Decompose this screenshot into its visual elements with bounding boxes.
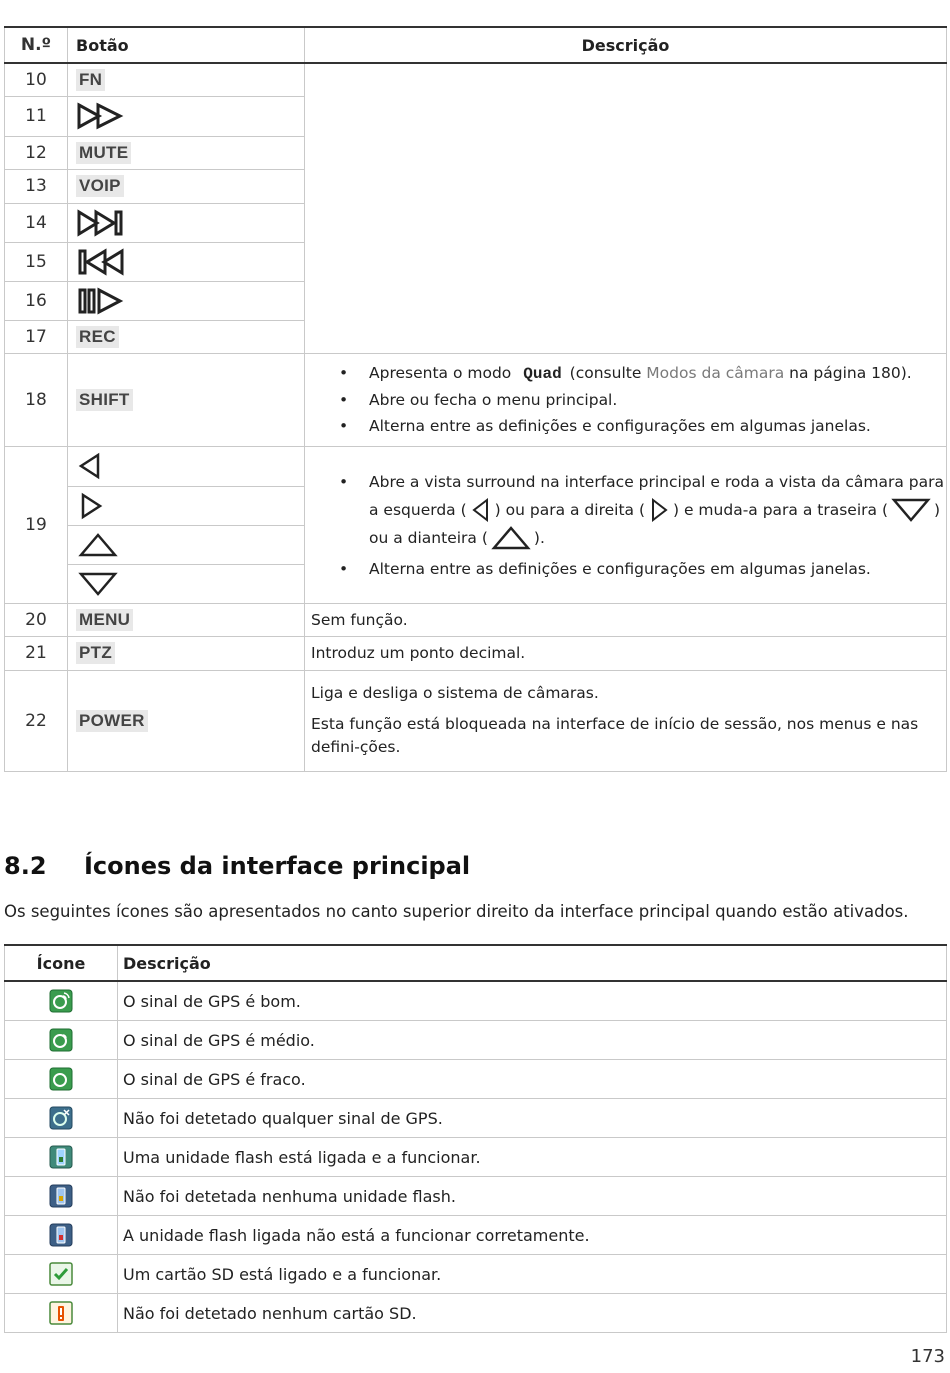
text: Apresenta o modo — [369, 364, 512, 382]
icon-description: Não foi detetada nenhuma unidade flash. — [118, 1177, 947, 1216]
header-icon: Ícone — [5, 945, 118, 981]
button-cell — [68, 320, 305, 353]
table-row — [5, 1099, 947, 1138]
table-row — [5, 1255, 947, 1294]
empty-description-cell — [305, 63, 947, 353]
right-arrow-icon — [68, 486, 305, 525]
table-row — [5, 1060, 947, 1099]
button-cell — [68, 670, 305, 771]
bullet-list — [311, 468, 946, 582]
bullet-list — [311, 360, 946, 439]
description-cell — [305, 670, 947, 771]
header-num: N.º — [5, 27, 68, 63]
button-label: VOIP — [76, 175, 124, 197]
icons-table — [4, 944, 947, 1333]
button-label: PTZ — [76, 642, 115, 664]
left-arrow-icon — [470, 498, 492, 522]
button-label: MENU — [76, 609, 133, 631]
text: (consulte — [569, 364, 647, 382]
icon-description: O sinal de GPS é fraco. — [118, 1060, 947, 1099]
down-arrow-icon — [891, 497, 931, 523]
bullet-item — [369, 468, 946, 552]
button-label: SHIFT — [76, 389, 133, 411]
button-label: MUTE — [76, 142, 131, 164]
gps-weak-icon — [49, 1067, 73, 1091]
table-row — [5, 63, 947, 96]
row-num: 16 — [5, 281, 68, 320]
button-cell — [68, 169, 305, 203]
table-row — [5, 353, 947, 446]
description-cell — [305, 446, 947, 603]
table-row — [5, 603, 947, 636]
icon-cell — [5, 1060, 118, 1099]
button-label: POWER — [76, 710, 148, 732]
table-row — [5, 981, 947, 1021]
description-cell: Introduz um ponto decimal. — [305, 636, 947, 670]
icon-cell — [5, 1216, 118, 1255]
description-cell — [305, 353, 947, 446]
row-num: 21 — [5, 636, 68, 670]
text: ) e muda-a para a traseira ( — [673, 500, 888, 519]
table-row — [5, 1294, 947, 1333]
icon-description: A unidade flash ligada não está a funcionar corretamente. — [118, 1216, 947, 1255]
section-number: 8.2 — [4, 852, 47, 880]
row-num: 15 — [5, 242, 68, 281]
table-header-row — [5, 27, 947, 63]
header-button: Botão — [68, 27, 305, 63]
skip-next-icon — [68, 203, 305, 242]
row-num: 13 — [5, 169, 68, 203]
row-num: 10 — [5, 63, 68, 96]
row-num: 11 — [5, 96, 68, 136]
buttons-table — [4, 26, 947, 772]
icon-description: O sinal de GPS é bom. — [118, 981, 947, 1021]
fast-forward-icon — [68, 96, 305, 136]
table-header-row — [5, 945, 947, 981]
left-arrow-icon — [68, 446, 305, 486]
sd-ok-icon — [49, 1262, 73, 1286]
icon-cell — [5, 1177, 118, 1216]
down-arrow-icon — [68, 564, 305, 603]
description-cell: Sem função. — [305, 603, 947, 636]
row-num: 17 — [5, 320, 68, 353]
button-label: FN — [76, 69, 105, 91]
text: Abre a vista surround na interface principal e roda a vista da câmara para a esquerda ( — [369, 472, 945, 519]
icon-cell — [5, 1138, 118, 1177]
icon-cell — [5, 1099, 118, 1138]
icon-description: Uma unidade flash está ligada e a funcionar. — [118, 1138, 947, 1177]
row-num: 12 — [5, 136, 68, 169]
icon-cell — [5, 1021, 118, 1060]
flash-ok-icon — [49, 1145, 73, 1169]
row-num: 20 — [5, 603, 68, 636]
right-arrow-icon — [648, 498, 670, 522]
icon-cell — [5, 1255, 118, 1294]
flash-error-icon — [49, 1223, 73, 1247]
section-title: Ícones da interface principal — [84, 852, 471, 880]
button-cell — [68, 63, 305, 96]
header-description: Descrição — [305, 27, 947, 63]
row-num: 18 — [5, 353, 68, 446]
bullet-item: • Abre ou fecha o menu principal. — [369, 387, 946, 413]
text: ) ou a dianteira ( — [369, 500, 941, 547]
button-cell — [68, 353, 305, 446]
gps-good-icon — [49, 989, 73, 1013]
button-cell — [68, 636, 305, 670]
row-num: 19 — [5, 446, 68, 603]
bullet-item: • Alterna entre as definições e configurações em algumas janelas. — [369, 413, 946, 439]
gps-medium-icon — [49, 1028, 73, 1052]
gps-none-icon — [49, 1106, 73, 1130]
page-number: 173 — [910, 1346, 945, 1367]
power-description-2: Esta função está bloqueada na interface de início de sessão, nos menus e nas defini-ções. — [311, 714, 919, 756]
icon-description: O sinal de GPS é médio. — [118, 1021, 947, 1060]
sd-none-icon — [49, 1301, 73, 1325]
table-row — [5, 1138, 947, 1177]
table-row — [5, 446, 947, 486]
bullet-item: • Alterna entre as definições e configurações em algumas janelas. — [369, 556, 946, 582]
text: ) ou para a direita ( — [494, 500, 645, 519]
quad-mode: Quad — [523, 365, 562, 383]
skip-previous-icon — [68, 242, 305, 281]
text: na página 180). — [784, 364, 912, 382]
table-row — [5, 1021, 947, 1060]
camera-modes-link[interactable]: Modos da câmara — [646, 364, 785, 382]
play-pause-icon — [68, 281, 305, 320]
button-label: REC — [76, 326, 119, 348]
button-cell — [68, 603, 305, 636]
icon-cell — [5, 1294, 118, 1333]
icon-description: Não foi detetado nenhum cartão SD. — [118, 1294, 947, 1333]
row-num: 14 — [5, 203, 68, 242]
section-heading — [4, 852, 470, 880]
power-description-1: Liga e desliga o sistema de câmaras. — [311, 683, 599, 702]
icon-description: Não foi detetado qualquer sinal de GPS. — [118, 1099, 947, 1138]
bullet-item — [369, 360, 946, 387]
icon-cell — [5, 981, 118, 1021]
table-row — [5, 1177, 947, 1216]
table-row — [5, 1216, 947, 1255]
flash-none-icon — [49, 1184, 73, 1208]
icon-description: Um cartão SD está ligado e a funcionar. — [118, 1255, 947, 1294]
row-num: 22 — [5, 670, 68, 771]
section-intro: Os seguintes ícones são apresentados no canto superior direito da interface principal quando estão ativados. — [4, 902, 909, 921]
text: ). — [533, 528, 545, 547]
button-cell — [68, 136, 305, 169]
header-description: Descrição — [118, 945, 947, 981]
up-arrow-icon — [68, 525, 305, 564]
table-row — [5, 636, 947, 670]
table-row — [5, 670, 947, 771]
up-arrow-icon — [491, 525, 531, 551]
